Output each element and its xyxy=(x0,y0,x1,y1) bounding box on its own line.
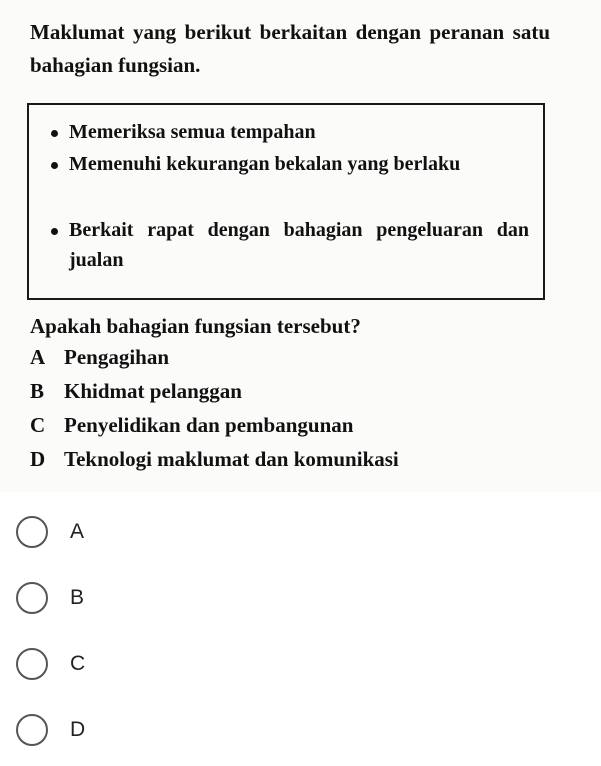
option-a xyxy=(30,342,169,372)
option-d xyxy=(30,444,399,474)
option-text: Penyelidikan dan pembangunan xyxy=(64,413,354,437)
answer-option-d[interactable] xyxy=(16,709,576,753)
answer-label: B xyxy=(70,586,85,609)
option-c xyxy=(30,410,353,440)
answer-label: A xyxy=(70,520,85,543)
option-text: Teknologi maklumat dan komunikasi xyxy=(64,447,399,471)
answer-option-b[interactable] xyxy=(16,577,576,621)
option-letter: A xyxy=(30,345,46,369)
radio-button[interactable] xyxy=(16,582,48,614)
radio-button[interactable] xyxy=(16,648,48,680)
answer-label: C xyxy=(70,652,86,675)
info-item: Berkait rapat dengan bahagian pengeluaran dan jualan xyxy=(69,219,529,271)
radio-button[interactable] xyxy=(16,714,48,746)
info-box xyxy=(27,103,545,300)
option-letter: D xyxy=(30,447,46,471)
bullet-dot xyxy=(51,130,58,137)
radio-button[interactable] xyxy=(16,516,48,548)
question-prompt: Apakah bahagian fungsian tersebut? xyxy=(30,314,361,338)
answer-option-c[interactable] xyxy=(16,643,576,687)
answer-label: D xyxy=(70,718,86,741)
bullet-dot xyxy=(51,162,58,169)
option-text: Khidmat pelanggan xyxy=(64,379,242,403)
option-text: Pengagihan xyxy=(64,345,170,369)
option-letter: C xyxy=(30,413,46,437)
info-item: Memeriksa semua tempahan xyxy=(69,121,316,143)
answer-option-a[interactable] xyxy=(16,511,576,555)
info-item: Memenuhi kekurangan bekalan yang berlaku xyxy=(69,153,461,175)
option-letter: B xyxy=(30,379,45,403)
bullet-dot xyxy=(51,228,58,235)
option-b xyxy=(30,376,242,406)
question-stem: Maklumat yang berikut berkaitan dengan peranan satu bahagian fungsian. xyxy=(30,20,550,77)
